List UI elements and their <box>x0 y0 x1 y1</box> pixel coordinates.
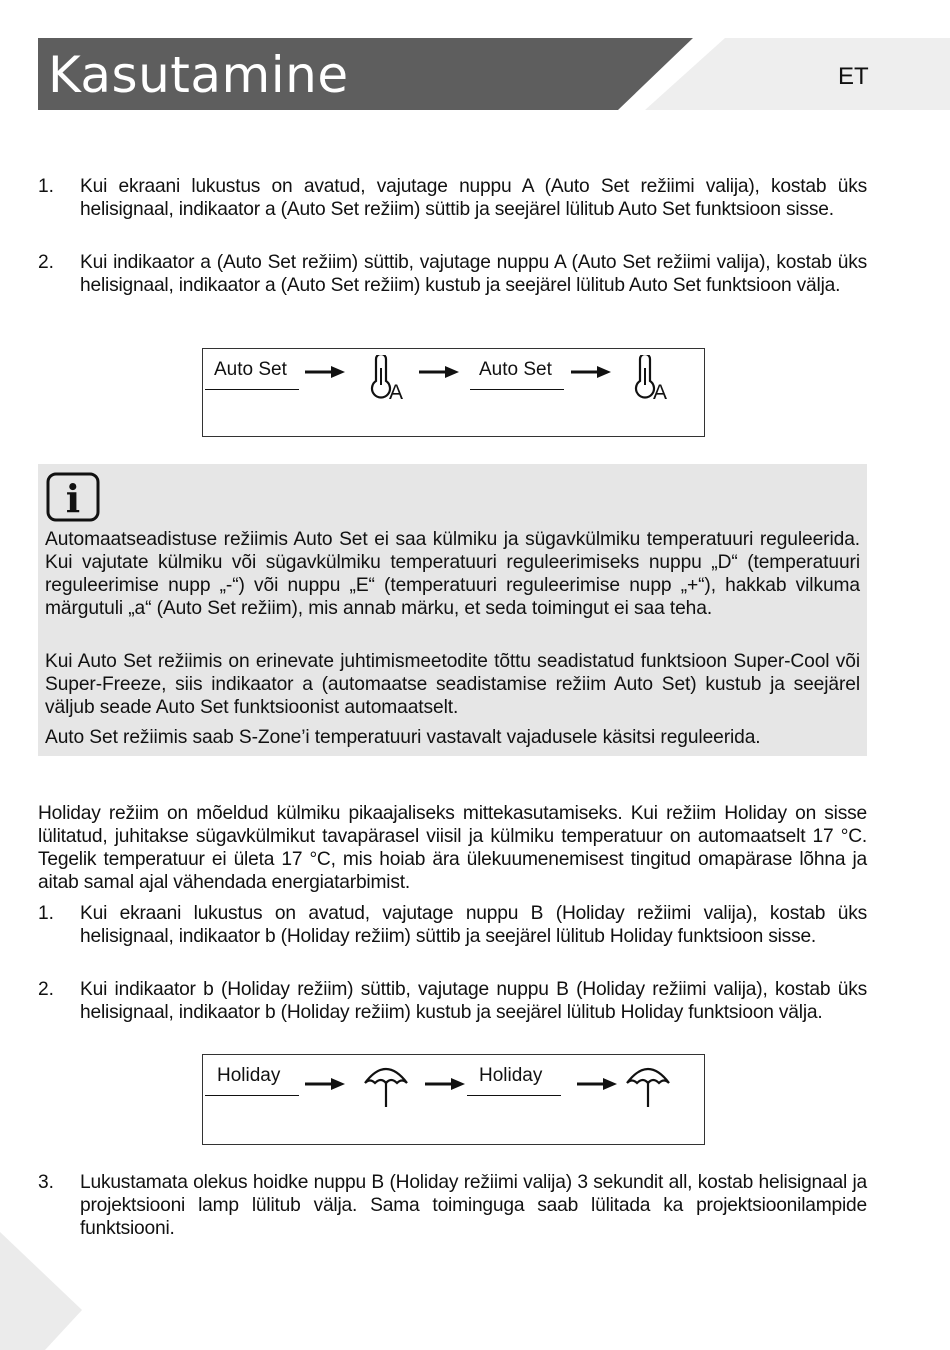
arrow-right-icon <box>569 363 613 381</box>
holiday-intro: Holiday režiim on mõeldud külmiku pikaajaliseks mittekasutamiseks. Kui režiim Holiday on sisse lülitatud, juhitakse sügavkülmikut tavapärasel viisil ja külmiku temperatuur on automaatselt 17 °C. Tegelik temperatuur ei ületa 17 °C, mis hoiab ära ülekuumenemisest tingitud omapärase lõhna ja aitab samal ajal vähendada energiatarbimist. <box>38 803 867 893</box>
info-icon <box>46 472 100 522</box>
thermometer-letter: A <box>653 381 668 401</box>
step-text: Lukustamata olekus hoidke nuppu B (Holiday režiimi valija) 3 sekundit all, kostab helisignaal ja projektsiooni lamp lülitub välja. Sama toiminguga saab lülitada ka projektsioonilampide funktsiooni. <box>80 1172 867 1239</box>
thermometer-letter: A <box>389 381 404 401</box>
umbrella-icon <box>623 1059 673 1109</box>
arrow-right-icon <box>423 1075 467 1093</box>
language-code: ET <box>838 63 869 90</box>
info-note-box <box>38 464 867 756</box>
step-number: 1. <box>38 176 55 197</box>
diagram-label-holiday: Holiday <box>479 1065 543 1086</box>
arrow-right-icon <box>303 1075 347 1093</box>
note-paragraph: Automaatseadistuse režiimis Auto Set ei saa külmiku ja sügavkülmiku temperatuuri reguleerida. Kui vajutate külmiku või sügavkülmiku temperatuuri reguleerimiseks nuppu „D“ (temperatuuri reguleerimise nupp „-“) või nuppu „E“ (temperatuuri reguleerimise nupp „+“), hakkab vilkuma märgutuli „a“ (Auto Set režiim), mis annab märku, et seda toimingut ei saa teha. <box>45 529 860 619</box>
info-letter: i <box>65 476 81 521</box>
step-number: 1. <box>38 903 55 924</box>
step-text: Kui ekraani lukustus on avatud, vajutage nuppu A (Auto Set režiimi valija), kostab üks helisignaal, indikaator a (Auto Set režiim) süttib ja seejärel lülitub Auto Set funktsioon sisse. <box>80 176 867 220</box>
arrow-right-icon <box>303 363 347 381</box>
step-text: Kui indikaator b (Holiday režiim) süttib, vajutage nuppu B (Holiday režiimi valija), kostab üks helisignaal, indikaator b (Holiday režiim) kustub ja seejärel lülitub Holiday funktsioon välja. <box>80 979 867 1023</box>
step-number: 2. <box>38 979 55 1000</box>
diagram-label-autoset: Auto Set <box>479 359 552 380</box>
note-paragraph: Kui Auto Set režiimis on erinevate juhtimismeetodite tõttu seadistatud funktsioon Super-Cool või Super-Freeze, siis indikaator a (automaatse seadistamise režiim Auto Set) kustub ja seejärel väljub seade Auto Set funktsioonist automaatselt. <box>45 651 860 718</box>
autoset-diagram <box>202 348 705 437</box>
arrow-right-icon <box>417 363 461 381</box>
diagram-underline <box>467 1095 561 1096</box>
diagram-underline <box>205 1095 299 1096</box>
corner-decor-shape <box>0 1232 90 1350</box>
holiday-diagram <box>202 1054 705 1145</box>
step-text: Kui indikaator a (Auto Set režiim) süttib, vajutage nuppu A (Auto Set režiimi valija), kostab üks helisignaal, indikaator a (Auto Set režiim) kustub ja seejärel lülitub Auto Set funktsioon välja. <box>80 252 867 296</box>
diagram-label-autoset: Auto Set <box>214 359 287 380</box>
note-paragraph: Auto Set režiimis saab S-Zone’i temperatuuri vastavalt vajadusele käsitsi reguleerida. <box>45 727 761 748</box>
umbrella-icon <box>361 1059 411 1109</box>
thermometer-icon <box>627 355 673 401</box>
header-decor-shape <box>640 38 950 110</box>
thermometer-icon <box>363 355 409 401</box>
step-number: 2. <box>38 252 55 273</box>
page-title: Kasutamine <box>48 46 349 104</box>
diagram-underline <box>470 389 564 390</box>
diagram-underline <box>205 389 299 390</box>
arrow-right-icon <box>575 1075 619 1093</box>
diagram-label-holiday: Holiday <box>217 1065 281 1086</box>
step-number: 3. <box>38 1172 55 1193</box>
step-text: Kui ekraani lukustus on avatud, vajutage nuppu B (Holiday režiimi valija), kostab üks helisignaal, indikaator b (Holiday režiim) süttib ja seejärel lülitub Holiday funktsioon sisse. <box>80 903 867 947</box>
